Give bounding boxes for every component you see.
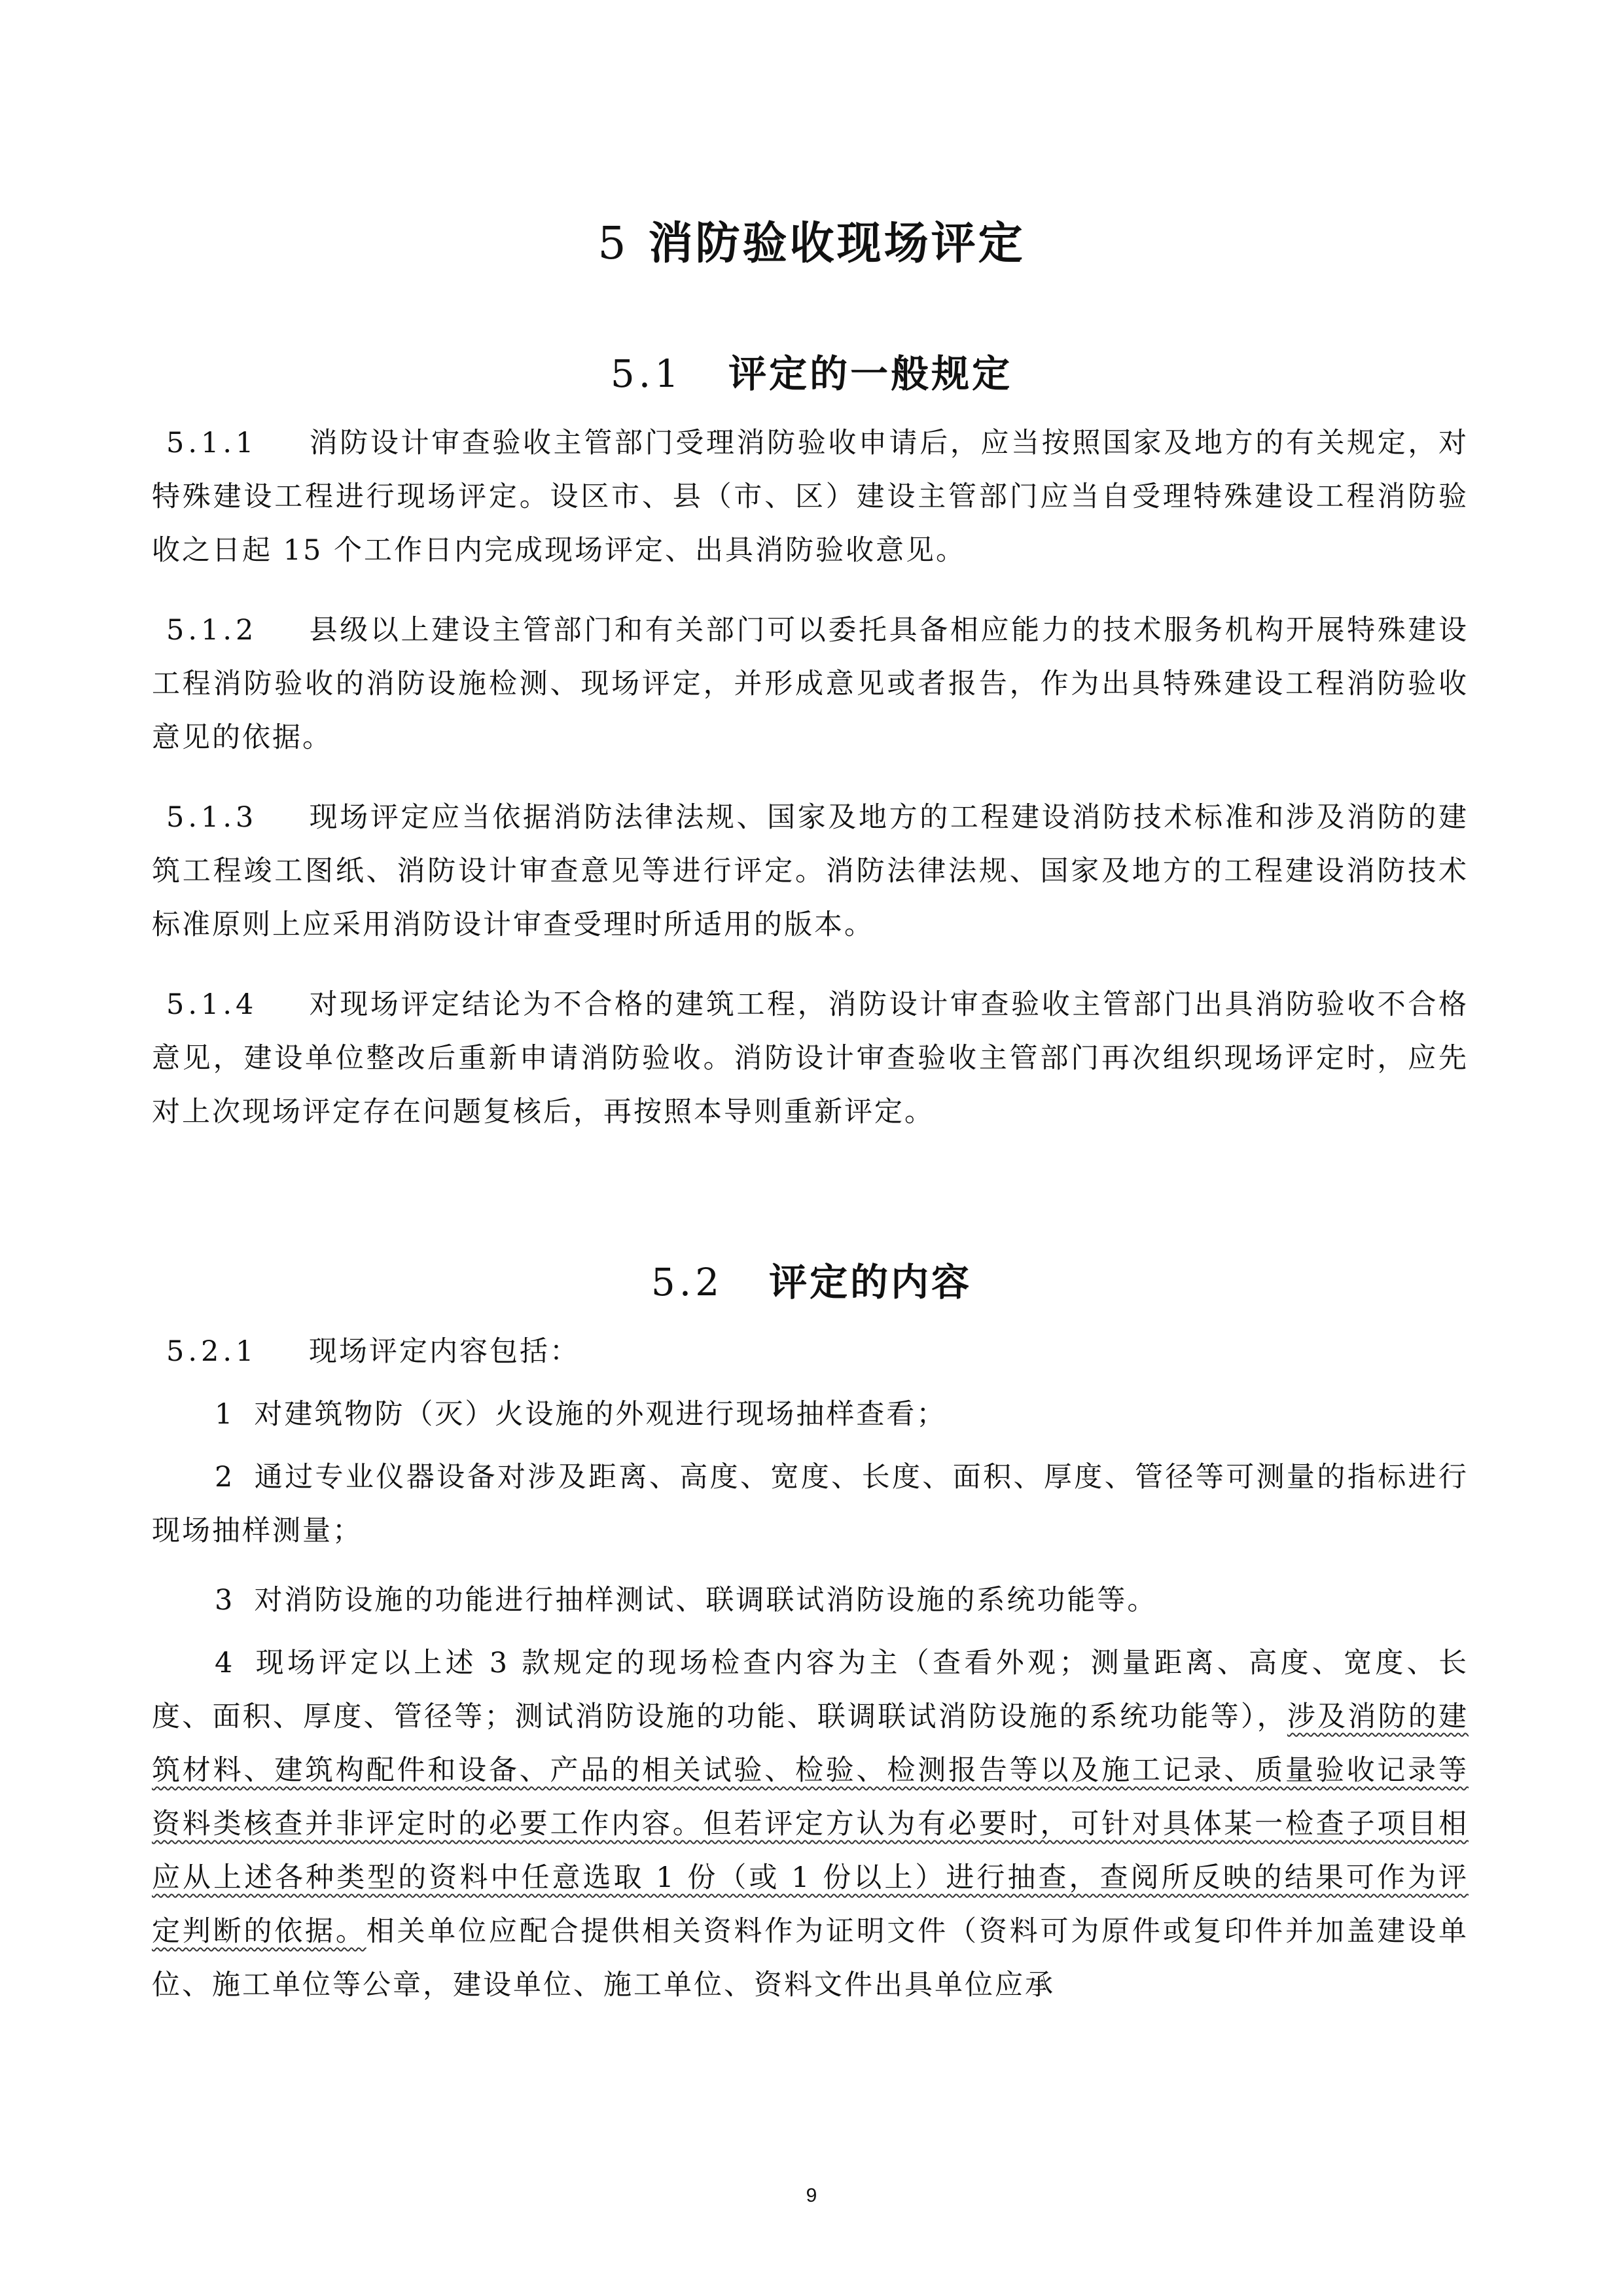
- clause-number: 5.1.2: [166, 614, 258, 647]
- list-item-2: [152, 1450, 1469, 1558]
- chapter-title: [0, 208, 1623, 272]
- item-number: 2: [215, 1461, 235, 1494]
- clause-number: 5.2.1: [166, 1335, 258, 1368]
- section-title-5-1: [0, 343, 1623, 398]
- clause-number: 5.1.1: [166, 427, 258, 459]
- item-number: 3: [215, 1584, 235, 1617]
- clause-text: 县级以上建设主管部门和有关部门可以委托具备相应能力的技术服务机构开展特殊建设工程消防验收的消防设施检测、现场评定，并形成意见或者报告，作为出具特殊建设工程消防验收意见的依据。: [152, 614, 1469, 754]
- item-text-after: 相关单位应配合提供相关资料作为证明文件（资料可为原件或复印件并加盖建设单位、施工单位等公章，建设单位、施工单位、资料文件出具单位应承: [152, 1915, 1469, 2001]
- clause-number: 5.1.4: [166, 988, 258, 1021]
- clause-text: 现场评定内容包括：: [309, 1335, 580, 1368]
- item-text: 通过专业仪器设备对涉及距离、高度、宽度、长度、面积、厚度、管径等可测量的指标进行现场抽样测量；: [152, 1461, 1469, 1547]
- section-title-text: 评定的一般规定: [728, 351, 1013, 396]
- section-number: 5.1: [610, 351, 683, 396]
- item-text: 对建筑物防（灭）火设施的外观进行现场抽样查看；: [254, 1398, 947, 1431]
- section-title-text: 评定的内容: [769, 1260, 972, 1304]
- list-item-4: [152, 1636, 1469, 2012]
- list-item-1: [152, 1388, 1469, 1441]
- chapter-number: 5: [597, 218, 629, 270]
- item-text-before: 现场评定以上述 3 款规定的现场检查内容为主（查看外观；测量距离、高度、宽度、长度、面积、厚度、管径等；测试消防设施的功能、联调联试消防设施的系统功能等），: [152, 1647, 1469, 1733]
- item-text-underlined: 涉及消防的建筑材料、建筑构配件和设备、产品的相关试验、检验、检测报告等以及施工记录、质量验收记录等资料类核查并非评定时的必要工作内容。但若评定方认为有必要时，可针对具体某一检查子项目相应从上述各种类型的资料中任意选取 1 份（或 1 份以上）进行抽查，查阅所反映的结果可作为评定判断的依据。: [152, 1700, 1469, 1948]
- clause-text: 现场评定应当依据消防法律法规、国家及地方的工程建设消防技术标准和涉及消防的建筑工程竣工图纸、消防设计审查意见等进行评定。消防法律法规、国家及地方的工程建设消防技术标准原则上应采用消防设计审查受理时所适用的版本。: [152, 801, 1469, 941]
- item-number: 4: [215, 1647, 235, 1679]
- clause-5-1-3: [152, 791, 1469, 952]
- clause-5-1-2: [152, 603, 1469, 764]
- clause-5-1-1: [152, 416, 1469, 577]
- page-number: 9: [806, 2185, 817, 2206]
- section-title-5-2: [0, 1251, 1623, 1306]
- clause-text: 对现场评定结论为不合格的建筑工程，消防设计审查验收主管部门出具消防验收不合格意见，建设单位整改后重新申请消防验收。消防设计审查验收主管部门再次组织现场评定时，应先对上次现场评定存在问题复核后，再按照本导则重新评定。: [152, 988, 1469, 1128]
- section-number: 5.2: [651, 1260, 724, 1304]
- chapter-title-text: 消防验收现场评定: [648, 217, 1026, 270]
- clause-5-2-1: [152, 1325, 1469, 1378]
- item-text: 对消防设施的功能进行抽样测试、联调联试消防设施的系统功能等。: [254, 1584, 1158, 1617]
- clause-5-1-4: [152, 978, 1469, 1139]
- clause-text: 消防设计审查验收主管部门受理消防验收申请后，应当按照国家及地方的有关规定，对特殊建设工程进行现场评定。设区市、县（市、区）建设主管部门应当自受理特殊建设工程消防验收之日起 15 个工作日内完成现场评定、出具消防验收意见。: [152, 427, 1469, 567]
- clause-number: 5.1.3: [166, 801, 258, 834]
- item-number: 1: [215, 1398, 235, 1431]
- list-item-3: [152, 1573, 1469, 1627]
